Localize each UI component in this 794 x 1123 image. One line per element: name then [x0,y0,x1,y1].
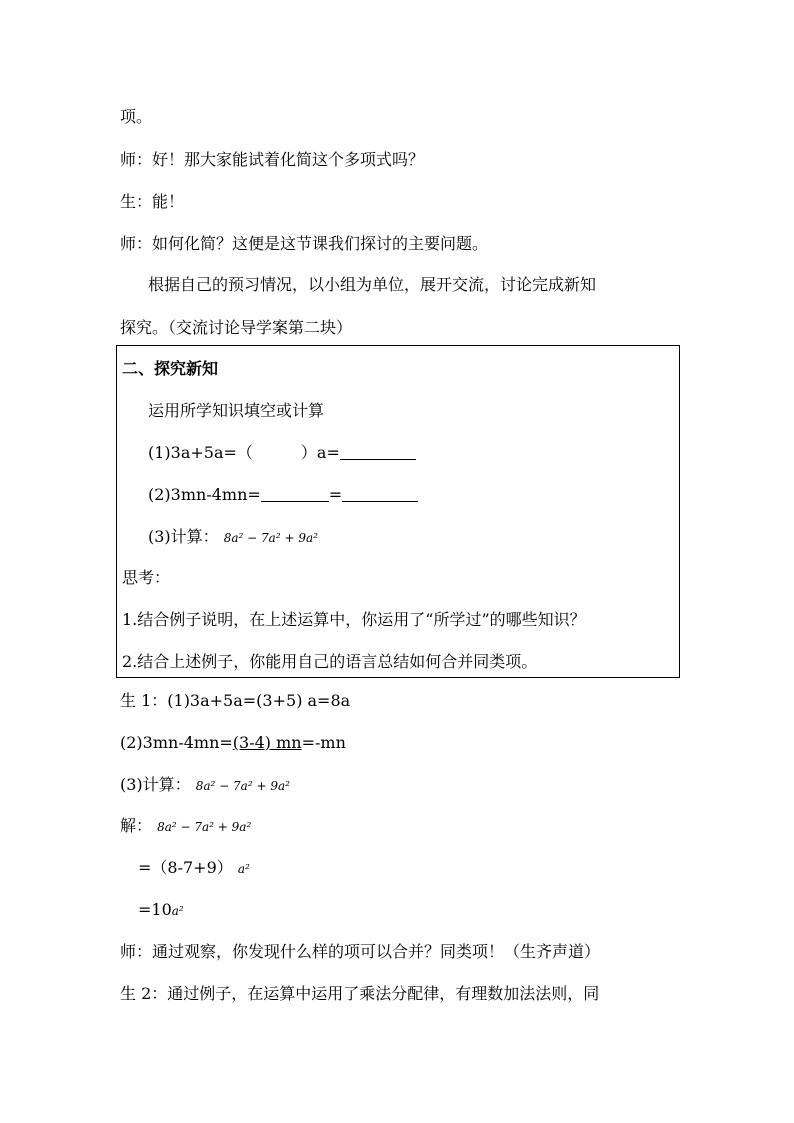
answer-3 [120,774,290,797]
think-item-2: 2.结合上述例子，你能用自己的语言总结如何合并同类项。 [122,652,538,671]
teacher-line: 师：通过观察，你发现什么样的项可以合并？同类项！（生齐声道） [120,942,601,961]
student-line: 生：能！ [120,192,185,211]
solution-step-1 [138,857,250,880]
question-3 [148,526,318,549]
a3-label: (3)计算： [120,775,191,794]
q1-text-a: (1)3a+5a=（ [148,443,253,462]
math-expression: 8a² − 7a² + 9a² [157,820,252,834]
answer-2 [120,732,346,754]
q2-text-a: (2)3mn-4mn= [148,485,261,504]
step2-text: =10 [138,900,172,919]
fill-blank [342,487,418,502]
box-title: 二、探究新知 [122,359,219,378]
a2-underlined: (3-4) mn [232,733,302,752]
a2-post: =-mn [301,733,346,752]
solution-label: 解： [120,816,153,835]
text-line: 项。 [120,107,153,126]
solution-line [120,815,251,838]
paragraph-line: 根据自己的预习情况，以小组为单位，展开交流，讨论完成新知 [148,275,597,294]
explore-box [116,345,680,678]
box-intro: 运用所学知识填空或计算 [148,401,325,420]
fill-blank [261,487,329,502]
math-variable: a² [237,862,250,876]
question-2 [148,484,418,506]
step1-text: =（8-7+9） [138,858,233,877]
math-expression: 8a² − 7a² + 9a² [195,779,290,793]
think-label: 思考： [122,568,171,587]
paragraph-line: 探究。（交流讨论导学案第二块） [120,318,353,337]
teacher-line: 师：如何化简？这便是这节课我们探讨的主要问题。 [120,234,489,253]
math-variable: a² [171,904,184,918]
teacher-line: 师：好！那大家能试着化简这个多项式吗？ [120,150,425,169]
math-expression: 8a² − 7a² + 9a² [223,531,318,545]
a2-pre: (2)3mn-4mn= [120,733,233,752]
think-item-1: 1.结合例子说明，在上述运算中，你运用了“所学过”的哪些知识？ [122,610,586,629]
answer-1: 生 1：(1)3a+5a=(3+5) a=8a [120,691,351,710]
q3-label: (3)计算： [148,527,219,546]
q1-text-b: ）a= [300,443,340,462]
q2-text-b: = [328,485,343,504]
fill-blank [340,445,416,460]
solution-step-2 [138,899,184,922]
student-line: 生 2：通过例子，在运算中运用了乘法分配律，有理数加法法则，同 [120,984,600,1003]
question-1 [148,442,416,464]
